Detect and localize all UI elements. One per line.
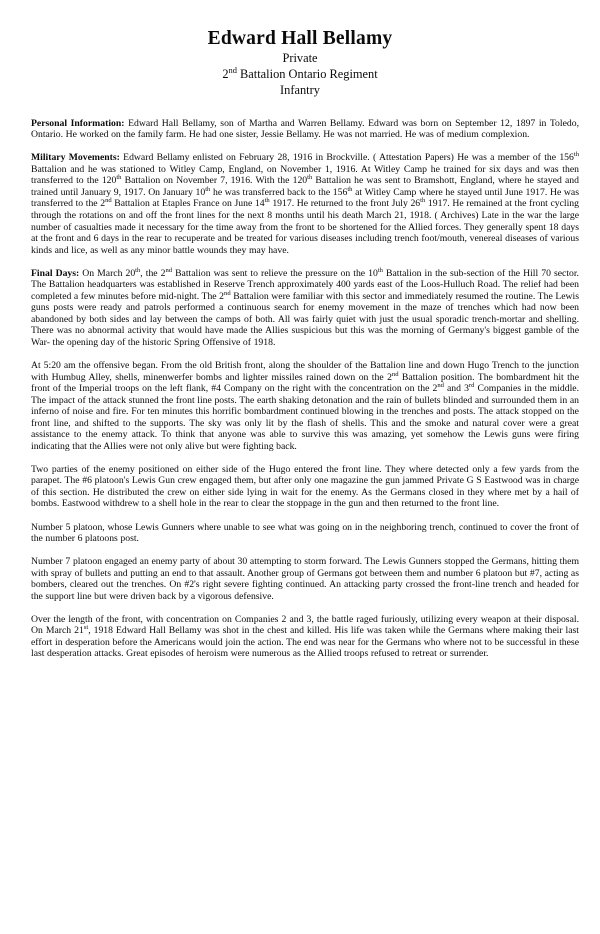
ordinal-2nd-bn-b: nd [224, 289, 231, 297]
paragraph-number-5-platoon: Number 5 platoon, whose Lewis Gunners where unable to see what was going on in the neighboring trench, continued to cover the front of the number 6 platoons post. [31, 521, 579, 545]
offensive-text-4: Companies in the middle. The impact of the attack stunned the front line posts. The earth shaking detonation and the rain of bullets blinded and surrounded them in an inferno of noise and fire. For ten minutes this horrific bombardment continued blowing in the trenches and posts. The attack stopped on the front line, and shifted to the supports. The sky was only lit by the flash of shells. This and the smoke and natural cover were a great assistance to the enemy attack. To think that anyone was able to survive this was amazing, yet somehow the Lewis guns were firing indicating that the Allies were not only alive but were fighting back. [31, 383, 580, 452]
paragraph-number-7-platoon: Number 7 platoon engaged an enemy party of about 30 attempting to storm forward. The Lewis Gunners stopped the Germans, hitting them with spray of bullets and putting an end to that assault. Another group of Germans got between them and number 6 platoon but #7, acting as bombers, cleared out the trenches. On #2's right severe fighting continued. An attacking party crossed the front-line trench and headed for the support line but were driven back by a vigorous defensive. [31, 556, 579, 602]
section-personal-information [31, 118, 579, 141]
soldier-unit [0, 64, 600, 83]
ordinal-3rd-company: rd [468, 381, 475, 389]
military-movements-text-9: 1917. He remained at the front cycling through the rotations on and off the front lines for the next 8 months until his death March 21, 1918. ( Archives) Late in the war the large number of casualties made it necessary for the time away from the front to be shortened for the Allied forces. They generally spent 18 days at the front and 6 days in the rear to recuperate and be treated for various diseases including trench foot/mouth, venereal diseases of various kinds and lice, as well as any minor battle wounds they may have. [31, 198, 579, 256]
ordinal-2nd-company: nd [437, 381, 444, 389]
personal-information-text: Edward Hall Bellamy, son of Martha and Warren Bellamy. Edward was born on September 12, 1897 in Toledo, Ontario. He worked on the family farm. He had one sister, Jessie Bellamy. He was not married. He was of medium complexion. [31, 117, 580, 141]
personal-information-heading: Personal Information: [31, 117, 125, 129]
final-days-text-1: On March 20 [79, 267, 136, 279]
final-days-text-5: Battalion were familiar with this sector and immediately resumed the routine. The Lewis guns posts were ready and patrols performed a continuous search for enemy movement in the maze of trenches which had now been abandoned by both sides and lay between the camps of both. All was fairly quiet with just the usual sporadic trench-mortar and shelling. There was no abnormal activity that would have made the Allies suspicious but this was the morning of Germany's biggest gamble of the War- the opening day of the historic Spring Offensive of 1918. [31, 290, 579, 348]
ordinal-120th-a: th [116, 174, 122, 182]
final-days-heading: Final Days: [31, 267, 80, 279]
page-title: Edward Hall Bellamy [207, 28, 393, 49]
ordinal-14th: th [264, 197, 270, 205]
military-movements-text-3: Battalion on November 7, 1916. With the 120 [121, 175, 308, 187]
ordinal-10th-bn: th [377, 266, 383, 274]
ordinal-2nd-bn: nd [165, 266, 173, 274]
final-days-text-2: , the 2 [140, 267, 166, 279]
final-days-text-4: Battalion in the sub-section of the Hill 70 sector. The Battalion headquarters was established in Reserve Trench approximately 400 yards east of the Loos-Hulluch Road. The relief had been completed a few minutes before mid-night. The 2 [31, 267, 579, 302]
offensive-text-3: and 3 [443, 383, 469, 395]
ordinal-2nd-position: nd [391, 370, 399, 378]
soldier-branch: Infantry [280, 82, 320, 97]
soldier-rank: Private [282, 51, 318, 65]
paragraph-offensive-began [31, 360, 579, 452]
ordinal-120th-b: th [307, 174, 313, 182]
ordinal-20th: th [135, 266, 141, 274]
paragraph-over-the-length [31, 614, 579, 660]
military-movements-text-6: at Witley Camp where he stayed until June 1917. He was transferred to the 2 [31, 186, 579, 210]
document-masthead [0, 0, 600, 99]
offensive-text-2: Battalion position. The bombardment hit the front of the Imperial troops on the left flank, #4 Company on the right with the concentration on the 2 [31, 371, 579, 395]
document-body [31, 118, 579, 660]
ordinal-156th: th [573, 150, 579, 158]
unit-number: 2 [222, 66, 229, 81]
section-military-movements [31, 152, 579, 256]
ordinal-156th-b: th [347, 185, 353, 193]
military-movements-text-8: 1917. He returned to the front July 26 [269, 198, 421, 210]
military-movements-text-5: he was transferred back to the 156 [210, 186, 348, 198]
final-days-text-3: Battalion was sent to relieve the pressure on the 10 [172, 267, 378, 279]
unit-name: Battalion Ontario Regiment [236, 66, 378, 81]
military-movements-text-4: Battalion he was sent to Bramshott, England, where he stayed and trained until January 9, 1917. On January 10 [31, 175, 579, 198]
over-length-text-1: Over the length of the front, with concentration on Companies 2 and 3, the battle raged furiously, utilizing every weapon at their disposal. On March 21 [31, 613, 579, 637]
ordinal-2nd: nd [105, 197, 112, 205]
military-movements-text-2: Battalion and he was stationed to Witley Camp, England, on November 1, 1916. At Witley Camp he trained for six days and was then transferred to the 120 [31, 163, 579, 187]
military-movements-text-7: Battalion at Etaples France on June 14 [111, 198, 265, 210]
section-final-days [31, 268, 579, 349]
military-movements-heading: Military Movements: [31, 152, 120, 164]
ordinal-21st: st [83, 624, 89, 632]
over-length-text-2: , 1918 Edward Hall Bellamy was shot in the chest and killed. His life was taken while the Germans where making their last effort in desperation before the Americans would join the action. The end was near for the Germans who where not to be successful in these last desperation attacks. Great episodes of heroism were numerous as the Allied troops refused to retreat or surrender. [31, 625, 579, 660]
paragraph-two-parties: Two parties of the enemy positioned on either side of the Hugo entered the front line. They where detected only a few yards from the parapet. The #6 platoon's Lewis Gun crew engaged them, but after only one magazine the gun jammed Private G S Eastwood was in charge of this section. He distributed the crew on either side lying in wait for the enemy. As the Germans closed in they where met by a hail of bombs. Eastwood withdrew to a shell hole in the rear to clear the stoppage in the gun and then returned to the front line. [31, 463, 579, 510]
military-movements-text-1: Edward Bellamy enlisted on February 28, 1916 in Brockville. ( Attestation Papers) He was a member of the 156 [119, 152, 574, 164]
offensive-text-1: At 5:20 am the offensive began. From the old British front, along the shoulder of the Battalion line and down Hugo Trench to the junction with Humbug Alley, shells, minenwerfer bombs and lighter missiles rained down on the 2 [31, 359, 579, 383]
ordinal-26th: th [420, 197, 426, 205]
unit-ordinal-suffix: nd [228, 64, 237, 75]
ordinal-10th: th [205, 185, 211, 193]
